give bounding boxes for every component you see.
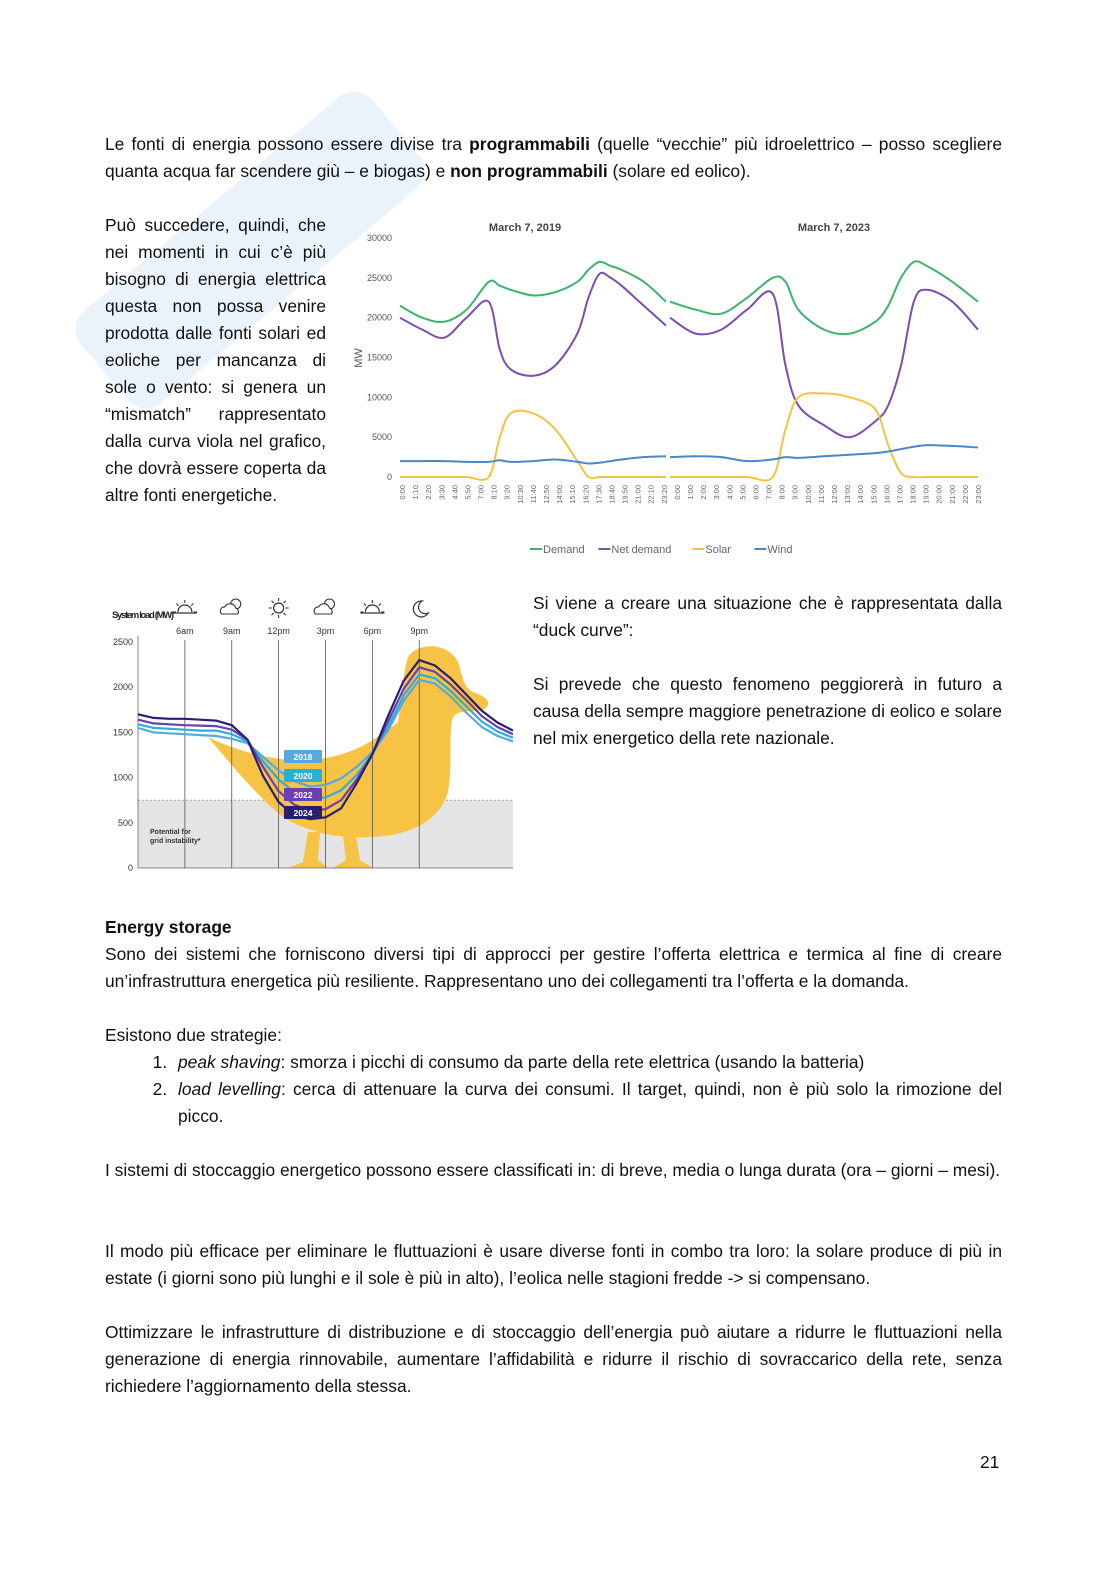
x-tick-label: 15:00 — [869, 485, 879, 504]
legend-label: Wind — [767, 544, 793, 556]
y-tick-label: 2000 — [112, 682, 133, 693]
series-line-demand-2019 — [400, 262, 666, 322]
y-tick-label: 5000 — [371, 432, 392, 443]
mismatch-paragraph: Può succedere, quindi, che nei momenti in cui c’è più bisogno di energia elettrica questa non possa venire prodotta dalle fonti solari ed eoliche per mancanza di sole o vento: si genera un “mismatch” rappresentato dalla curva viola nel grafico, che dovrà essere coperta da altre fonti energetiche. — [105, 215, 326, 505]
sun-ray — [379, 604, 381, 606]
x-tick-label: 4:40 — [450, 485, 460, 500]
x-tick-label: 12:50 — [542, 485, 551, 504]
x-tick-label: 17:00 — [895, 485, 905, 504]
year-badge-label: 2020 — [293, 771, 313, 781]
intro-paragraph: Le fonti di energia possono essere divise tra programmabili (quelle “vecchie” più idroelettrico – posso scegliere quanta acqua far scendere giù – e biogas) e non programmabili (solare ed eolico). — [105, 134, 1002, 181]
legend-label: Demand — [543, 544, 585, 556]
x-tick-label: 5:00 — [738, 485, 748, 500]
time-label: 9pm — [410, 626, 429, 636]
duck-paragraph-2: Si prevede che questo fenomeno peggiorerà in futuro a causa della sempre maggiore penetrazione di eolico e solare nel mix energetico della rete nazionale. — [533, 674, 1002, 748]
sun-ray — [272, 601, 274, 603]
x-tick-label: 3:00 — [712, 485, 722, 500]
half-sun — [178, 605, 192, 612]
x-tick-label: 19:00 — [921, 485, 931, 504]
x-tick-label: 22:00 — [960, 485, 970, 504]
time-label: 9am — [222, 626, 241, 636]
sunrise-icon — [173, 600, 197, 613]
partly-sunny-icon — [220, 599, 240, 614]
sun-ray — [272, 613, 274, 615]
x-tick-label: 16:00 — [882, 485, 892, 504]
x-tick-label: 8:10 — [489, 485, 499, 500]
sun-icon — [269, 598, 289, 618]
x-tick-label: 22:10 — [646, 485, 656, 504]
duck-paragraph-1: Si viene a creare una situazione che è rappresentata dalla “duck curve”: — [533, 593, 1002, 640]
demand-chart — [340, 212, 1000, 567]
x-tick-label: 9:20 — [502, 485, 512, 500]
y-tick-label: 2500 — [112, 637, 133, 647]
x-tick-label: 10:00 — [803, 485, 813, 504]
x-tick-label: 15:10 — [568, 485, 578, 504]
x-tick-label: 6:00 — [751, 485, 761, 500]
x-tick-label: 3:30 — [437, 485, 447, 500]
half-sun — [365, 605, 379, 612]
sun-ray — [176, 604, 178, 606]
x-tick-label: 14:00 — [856, 485, 866, 504]
x-tick-label: 0:00 — [398, 485, 407, 500]
partly-sunny-icon — [314, 599, 334, 614]
x-tick-label: 11:00 — [816, 485, 826, 504]
y-tick-label: 20000 — [366, 312, 392, 323]
year-badge-label: 2018 — [293, 752, 313, 762]
sun-ray — [191, 604, 193, 606]
x-tick-label: 16:20 — [581, 485, 591, 504]
year-badge-label: 2022 — [293, 790, 313, 800]
y-tick-label: 30000 — [366, 233, 392, 243]
x-tick-label: 0:00 — [672, 485, 682, 500]
cloud-shape — [314, 604, 332, 614]
series-line-demand-2023 — [670, 261, 978, 334]
list-item: 2. load levelling: cerca di attenuare la curva dei consumi. Il target, quindi, non è più solo la rimozione del picco. — [172, 1076, 1002, 1130]
storage-paragraph-3: I sistemi di stoccaggio energetico possono essere classificati in: di breve, media o lunga durata (ora – giorni – mesi). — [105, 1160, 1001, 1180]
y-axis-title: System load (MW) — [112, 610, 174, 621]
series-line-solar-2019 — [400, 411, 666, 480]
x-tick-label: 18:00 — [908, 485, 918, 504]
strategy-list — [105, 1049, 1002, 1130]
x-tick-label: 23:20 — [659, 485, 669, 504]
x-tick-label: 17:30 — [594, 485, 604, 504]
page-number: 21 — [980, 1452, 1000, 1472]
x-tick-label: 23:00 — [974, 485, 983, 504]
x-tick-label: 20:00 — [934, 485, 944, 504]
y-axis-label: MW — [353, 348, 365, 368]
term-programmabili: programmabili — [469, 134, 590, 154]
x-tick-label: 12:00 — [830, 485, 839, 504]
x-tick-label: 19:50 — [620, 485, 630, 504]
sun-disc — [274, 603, 284, 613]
time-label: 6am — [176, 626, 194, 636]
moon-shape — [413, 601, 428, 617]
y-tick-label: 1000 — [112, 772, 133, 783]
cloud-shape — [220, 604, 238, 614]
x-tick-label: 2:20 — [424, 485, 434, 500]
x-tick-label: 18:40 — [607, 485, 617, 504]
y-tick-label: 25000 — [366, 272, 392, 283]
y-tick-label: 1500 — [112, 727, 133, 738]
term-non-programmabili: non programmabili — [450, 161, 608, 181]
list-item: 1. peak shaving: smorza i picchi di consumo da parte della rete elettrica (usando la batteria) — [172, 1049, 1002, 1076]
sun-ray — [284, 613, 286, 615]
x-tick-label: 21:00 — [947, 485, 957, 504]
instability-annotation: Potential for grid instability* — [150, 829, 201, 845]
x-tick-label: 1:10 — [411, 485, 421, 500]
x-tick-label: 11:40 — [528, 485, 538, 504]
x-tick-label: 2:00 — [699, 485, 709, 500]
panel-title-2019: March 7, 2019 — [488, 222, 562, 234]
y-tick-label: 10000 — [366, 392, 392, 403]
sun-ray — [284, 601, 286, 603]
x-tick-label: 7:00 — [764, 485, 774, 500]
section-heading: Energy storage — [105, 917, 232, 937]
y-tick-label: 15000 — [366, 352, 392, 363]
y-tick-label: 0 — [386, 472, 392, 482]
series-line-wind-2019 — [400, 456, 666, 463]
storage-paragraph-5: Ottimizzare le infrastrutture di distribuzione e di stoccaggio dell’energia può aiutare a ridurre le fluttuazioni nella generazione di energia rinnovabile, aumentare l’affidabilità e ridurre il rischio di sovraccarico della rete, senza richiedere l’aggiornamento della stessa. — [105, 1322, 1002, 1396]
year-badge-label: 2024 — [293, 808, 313, 818]
moon-icon — [413, 601, 428, 617]
x-tick-label: 21:00 — [633, 485, 643, 504]
x-tick-label: 14:00 — [555, 485, 565, 504]
x-tick-label: 10:30 — [515, 485, 525, 504]
series-line-net-demand-2019 — [400, 273, 666, 376]
time-label: 3pm — [316, 626, 335, 636]
sun-ray — [364, 604, 366, 606]
x-tick-label: 7:00 — [476, 485, 486, 500]
sunset-icon — [360, 600, 384, 613]
legend-label: Solar — [705, 544, 732, 556]
storage-paragraph-4: Il modo più efficace per eliminare le fluttuazioni è usare diverse fonti in combo tra loro: la solare produce di più in estate (i giorni sono più lunghi e il sole è più in alto), l’eolica nelle stagioni fredde -> si compensano. — [105, 1241, 1002, 1288]
storage-paragraph-2: Esistono due strategie: — [105, 1025, 282, 1045]
panel-title-2023: March 7, 2023 — [797, 222, 871, 234]
series-line-net-demand-2023 — [670, 290, 978, 437]
time-label: 6pm — [363, 626, 382, 636]
series-line-wind-2023 — [670, 445, 978, 461]
x-tick-label: 1:00 — [686, 485, 695, 500]
x-tick-label: 8:00 — [777, 485, 787, 500]
storage-paragraph-1: Sono dei sistemi che forniscono diversi tipi di approcci per gestire l’offerta elettrica e termica al fine di creare un’infrastruttura energetica più resiliente. Rappresentano uno dei collegamenti tra l’offerta e la domanda. — [105, 944, 1002, 991]
time-label: 12pm — [267, 626, 290, 636]
duck-curve-chart — [108, 592, 518, 882]
y-tick-label: 500 — [117, 817, 133, 828]
x-tick-label: 9:00 — [790, 485, 800, 500]
x-tick-label: 4:00 — [725, 485, 735, 500]
legend-label: Net demand — [611, 544, 672, 556]
x-tick-label: 13:00 — [843, 485, 853, 504]
series-line-solar-2023 — [670, 393, 978, 480]
x-tick-label: 5:50 — [463, 485, 473, 500]
y-tick-label: 0 — [127, 863, 133, 873]
